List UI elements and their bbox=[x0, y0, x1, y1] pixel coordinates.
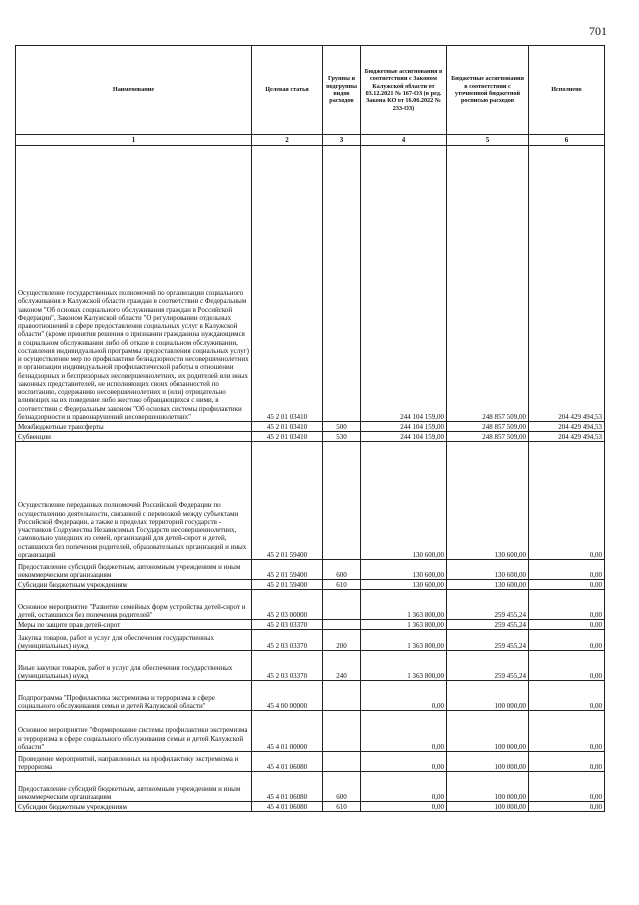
row-expense-kind bbox=[323, 681, 361, 711]
row-law-amount: 244 104 159,00 bbox=[361, 432, 447, 442]
row-refined-amount: 259 455,24 bbox=[447, 651, 529, 681]
row-law-amount: 130 600,00 bbox=[361, 442, 447, 560]
row-refined-amount: 130 600,00 bbox=[447, 560, 529, 580]
row-executed-amount: 0,00 bbox=[529, 560, 605, 580]
row-law-amount: 0,00 bbox=[361, 681, 447, 711]
table-row bbox=[16, 422, 605, 432]
table-row bbox=[16, 442, 605, 560]
column-number: 3 bbox=[323, 135, 361, 146]
table-row bbox=[16, 681, 605, 711]
row-name: Субсидии бюджетным учреждениям bbox=[16, 802, 252, 812]
header-row bbox=[16, 46, 605, 135]
column-number: 5 bbox=[447, 135, 529, 146]
row-target-article: 45 4 01 00000 bbox=[252, 711, 323, 752]
row-refined-amount: 130 600,00 bbox=[447, 580, 529, 590]
header-refined-allocations: Бюджетные ассигнования в соответствии с уточненной бюджетной росписью расходов bbox=[447, 46, 529, 135]
row-law-amount: 1 363 800,00 bbox=[361, 620, 447, 630]
table-row bbox=[16, 651, 605, 681]
page-number: 701 bbox=[589, 24, 607, 38]
row-name: Осуществление государственных полномочий по организации социального обслуживания в Калужской области граждан в соответствии с Федеральным законом "Об основах социального обслуживания граждан в Российской Федерации", Законом Калужской области "О регулировании отдельных правоотношений в сфере предоставления социальных услуг в Калужской области" (кроме принятия решения о признании гражданина нуждающимся в социальном обслуживании либо об отказе в социальном обслуживании, составления индивидуальной программы предоставления социальных услуг) и осуществление мер по профилактике безнадзорности несовершеннолетних и организации индивидуальной профилактической работы в отношении безнадзорных и беспризорных несовершеннолетних, их родителей или иных законных представителей, не исполняющих своих обязанностей по воспитанию, содержанию несовершеннолетних и (или) отрицательно влияющих на их поведение либо жестоко обращающихся с ними, в соответствии с Федеральным законом "Об основах системы профилактики безнадзорности и правонарушений несовершеннолетних" bbox=[16, 146, 252, 422]
row-target-article: 45 4 00 00000 bbox=[252, 681, 323, 711]
row-target-article: 45 4 01 06080 bbox=[252, 802, 323, 812]
row-refined-amount: 259 455,24 bbox=[447, 620, 529, 630]
row-target-article: 45 2 03 03370 bbox=[252, 630, 323, 651]
row-refined-amount: 100 000,00 bbox=[447, 681, 529, 711]
row-refined-amount: 100 000,00 bbox=[447, 772, 529, 802]
row-law-amount: 0,00 bbox=[361, 772, 447, 802]
header-name: Наименование bbox=[16, 46, 252, 135]
row-name: Меры по защите прав детей-сирот bbox=[16, 620, 252, 630]
table-row bbox=[16, 772, 605, 802]
row-executed-amount: 0,00 bbox=[529, 711, 605, 752]
table-row bbox=[16, 560, 605, 580]
row-law-amount: 1 363 800,00 bbox=[361, 630, 447, 651]
row-target-article: 45 4 01 06080 bbox=[252, 772, 323, 802]
row-name: Межбюджетные трансферты bbox=[16, 422, 252, 432]
row-law-amount: 0,00 bbox=[361, 802, 447, 812]
row-name: Предоставление субсидий бюджетным, автономным учреждениям и иным некоммерческим организациям bbox=[16, 772, 252, 802]
row-target-article: 45 2 01 59400 bbox=[252, 580, 323, 590]
row-executed-amount: 204 429 494,53 bbox=[529, 422, 605, 432]
column-number: 2 bbox=[252, 135, 323, 146]
row-name: Проведение мероприятий, направленных на профилактику экстремизма и терроризма bbox=[16, 752, 252, 772]
row-law-amount: 1 363 800,00 bbox=[361, 651, 447, 681]
row-expense-kind: 200 bbox=[323, 630, 361, 651]
column-number: 6 bbox=[529, 135, 605, 146]
header-target-article: Целевая статья bbox=[252, 46, 323, 135]
row-name: Подпрограмма "Профилактика экстремизма и терроризма в сфере социального обслуживания семьи и детей Калужской области" bbox=[16, 681, 252, 711]
table-row bbox=[16, 590, 605, 620]
row-target-article: 45 2 03 03370 bbox=[252, 620, 323, 630]
table-row bbox=[16, 711, 605, 752]
table-row bbox=[16, 752, 605, 772]
row-executed-amount: 0,00 bbox=[529, 681, 605, 711]
row-expense-kind: 610 bbox=[323, 802, 361, 812]
row-law-amount: 1 363 800,00 bbox=[361, 590, 447, 620]
row-law-amount: 0,00 bbox=[361, 752, 447, 772]
row-target-article: 45 2 01 59400 bbox=[252, 560, 323, 580]
row-target-article: 45 2 03 00000 bbox=[252, 590, 323, 620]
row-executed-amount: 0,00 bbox=[529, 630, 605, 651]
row-executed-amount: 0,00 bbox=[529, 442, 605, 560]
column-number: 4 bbox=[361, 135, 447, 146]
column-number: 1 bbox=[16, 135, 252, 146]
header-law-allocations: Бюджетные ассигнования в соответствии с Законом Калужской области от 03.12.2021 № 167-ОЗ (в ред. Закона КО от 16.06.2022 № 233-ОЗ) bbox=[361, 46, 447, 135]
row-expense-kind: 530 bbox=[323, 432, 361, 442]
row-law-amount: 0,00 bbox=[361, 711, 447, 752]
row-executed-amount: 0,00 bbox=[529, 590, 605, 620]
row-expense-kind: 600 bbox=[323, 772, 361, 802]
row-target-article: 45 4 01 06080 bbox=[252, 752, 323, 772]
row-executed-amount: 0,00 bbox=[529, 802, 605, 812]
table-body bbox=[16, 146, 605, 812]
row-target-article: 45 2 03 03370 bbox=[252, 651, 323, 681]
table-row bbox=[16, 432, 605, 442]
table-row bbox=[16, 802, 605, 812]
row-expense-kind bbox=[323, 752, 361, 772]
row-name: Иные закупки товаров, работ и услуг для обеспечения государственных (муниципальных) нужд bbox=[16, 651, 252, 681]
row-refined-amount: 100 000,00 bbox=[447, 802, 529, 812]
row-name: Основное мероприятие "Развитие семейных форм устройства детей-сирот и детей, оставшихся без попечения родителей" bbox=[16, 590, 252, 620]
row-refined-amount: 100 000,00 bbox=[447, 752, 529, 772]
row-target-article: 45 2 01 03410 bbox=[252, 422, 323, 432]
row-expense-kind bbox=[323, 620, 361, 630]
table-row bbox=[16, 620, 605, 630]
row-refined-amount: 248 857 509,00 bbox=[447, 422, 529, 432]
row-target-article: 45 2 01 59400 bbox=[252, 442, 323, 560]
row-name: Закупка товаров, работ и услуг для обеспечения государственных (муниципальных) нужд bbox=[16, 630, 252, 651]
row-expense-kind: 240 bbox=[323, 651, 361, 681]
row-expense-kind: 600 bbox=[323, 560, 361, 580]
row-law-amount: 130 600,00 bbox=[361, 560, 447, 580]
table-row bbox=[16, 630, 605, 651]
column-number-row bbox=[16, 135, 605, 146]
row-expense-kind: 610 bbox=[323, 580, 361, 590]
row-expense-kind: 500 bbox=[323, 422, 361, 432]
row-refined-amount: 259 455,24 bbox=[447, 630, 529, 651]
row-refined-amount: 248 857 509,00 bbox=[447, 146, 529, 422]
row-executed-amount: 0,00 bbox=[529, 772, 605, 802]
row-refined-amount: 248 857 509,00 bbox=[447, 432, 529, 442]
row-refined-amount: 130 600,00 bbox=[447, 442, 529, 560]
row-refined-amount: 259 455,24 bbox=[447, 590, 529, 620]
table-row bbox=[16, 146, 605, 422]
row-executed-amount: 0,00 bbox=[529, 620, 605, 630]
row-law-amount: 244 104 159,00 bbox=[361, 146, 447, 422]
row-law-amount: 130 600,00 bbox=[361, 580, 447, 590]
header-expense-kind: Группы и подгруппы видов расходов bbox=[323, 46, 361, 135]
row-law-amount: 244 104 159,00 bbox=[361, 422, 447, 432]
table-row bbox=[16, 580, 605, 590]
row-expense-kind bbox=[323, 146, 361, 422]
row-expense-kind bbox=[323, 590, 361, 620]
row-executed-amount: 0,00 bbox=[529, 752, 605, 772]
row-expense-kind bbox=[323, 711, 361, 752]
row-executed-amount: 204 429 494,53 bbox=[529, 146, 605, 422]
header-executed: Исполнено bbox=[529, 46, 605, 135]
row-target-article: 45 2 01 03410 bbox=[252, 432, 323, 442]
row-target-article: 45 2 01 03410 bbox=[252, 146, 323, 422]
budget-table bbox=[15, 45, 605, 812]
row-refined-amount: 100 000,00 bbox=[447, 711, 529, 752]
row-name: Основное мероприятие "Формирование системы профилактики экстремизма и терроризма в сфере социального обслуживания семьи и детей Калужской области" bbox=[16, 711, 252, 752]
row-name: Предоставление субсидий бюджетным, автономным учреждениям и иным некоммерческим организациям bbox=[16, 560, 252, 580]
row-executed-amount: 204 429 494,53 bbox=[529, 432, 605, 442]
row-name: Субсидии бюджетным учреждениям bbox=[16, 580, 252, 590]
row-name: Субвенции bbox=[16, 432, 252, 442]
row-name: Осуществление переданных полномочий Российской Федерации по осуществлению деятельности, связанной с перевозкой между субъектами Российской Федерации, а также в пределах территорий государств - участников Содружества Независимых Государств несовершеннолетних, самовольно ушедших из семей, организаций для детей-сирот и детей, оставшихся без попечения родителей, образовательных организаций и иных организаций bbox=[16, 442, 252, 560]
row-executed-amount: 0,00 bbox=[529, 651, 605, 681]
row-executed-amount: 0,00 bbox=[529, 580, 605, 590]
row-expense-kind bbox=[323, 442, 361, 560]
